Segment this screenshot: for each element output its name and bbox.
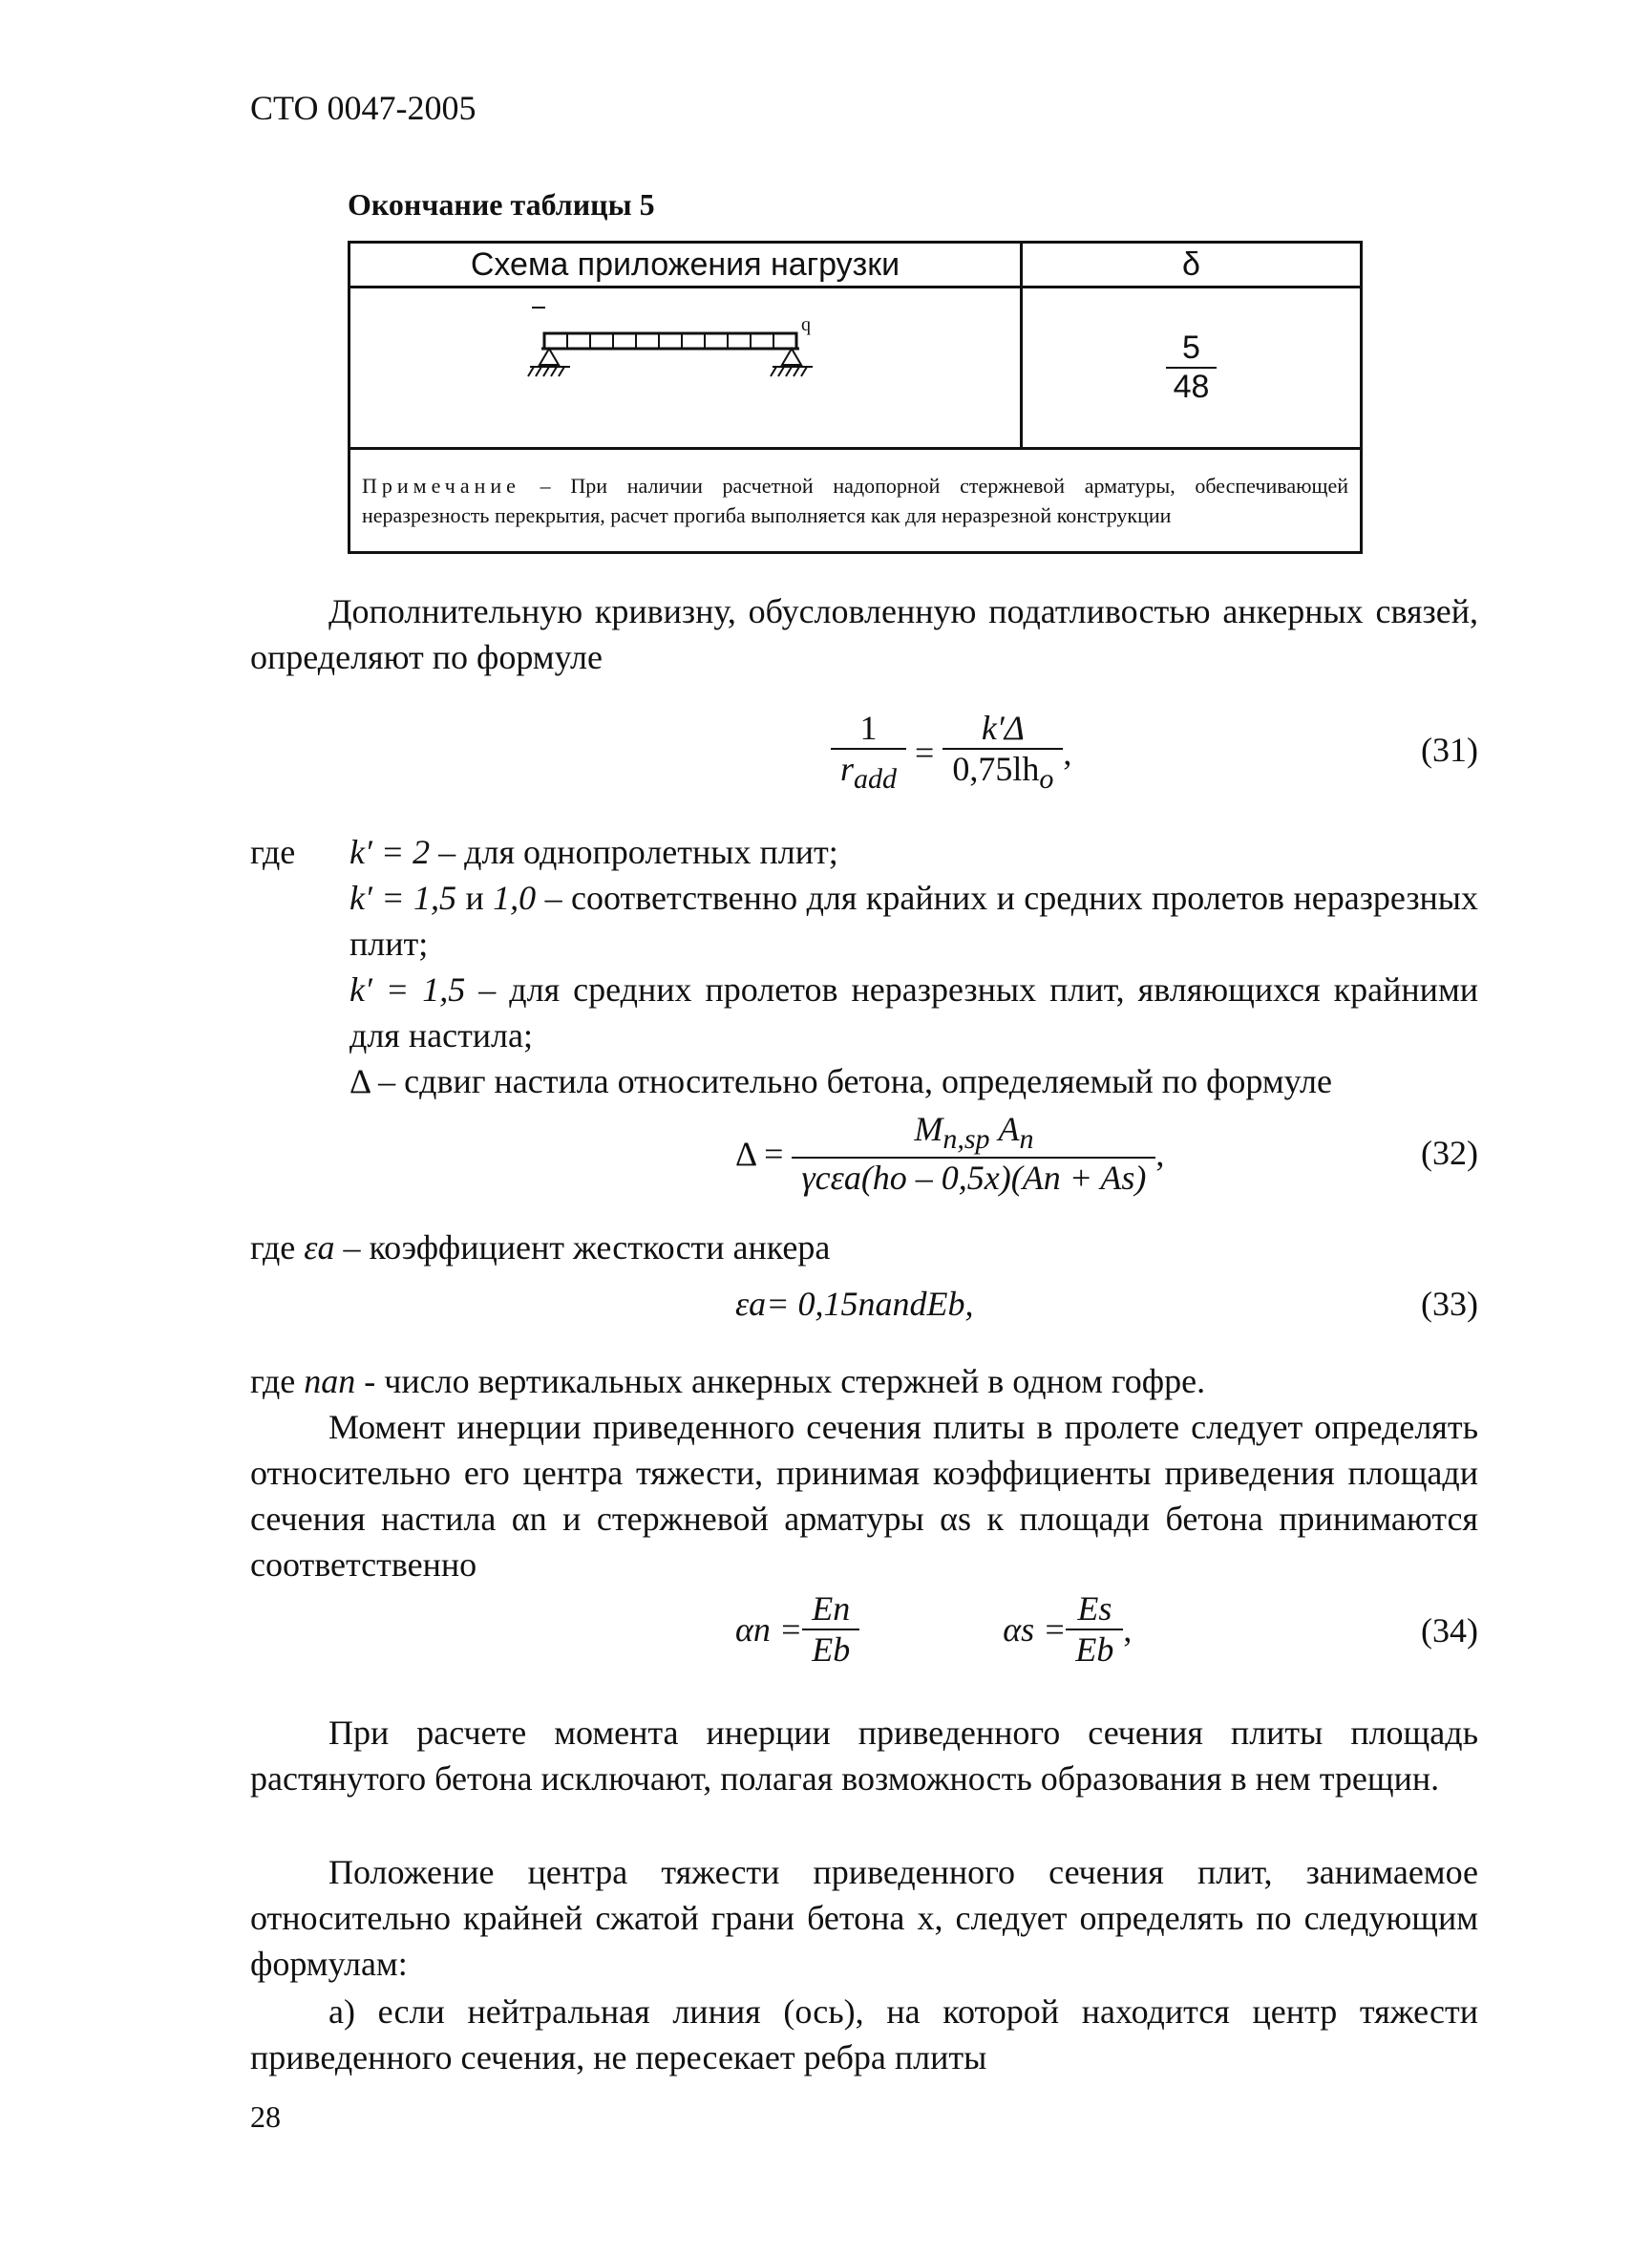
paragraph-moment-inertia: Момент инерции приведенного сечения плиты в пролете следует определять относительно его центра тяжести, принимая коэффициенты приведения площади сечения настила αn и стержневой арматуры αs к площади бетона принимаются соответственно	[250, 1408, 1478, 1584]
formula-33: εa = 0,15nandEb,	[735, 1285, 974, 1323]
page-number: 28	[250, 2099, 281, 2134]
formula-34: αn = $\frac{En}{Eb}$ αs = $\frac{Es}{Eb}$ ,	[735, 1589, 1133, 1670]
column-header-delta: δ	[1022, 243, 1362, 287]
equation-number-31: (31)	[1421, 731, 1478, 769]
equation-number-33: (33)	[1421, 1285, 1478, 1323]
nan-definition: где nan - число вертикальных анкерных стержней в одном гофре.	[250, 1362, 1206, 1400]
formula-32: Δ = $\frac{M_{n,sp} A_n}{\text{γcεa(ho – 0,5x)(An + As)}}$ ,	[735, 1110, 1165, 1197]
table-5-end	[348, 241, 1363, 554]
table-caption: Окончание таблицы 5	[348, 187, 655, 222]
load-scheme-cell	[349, 287, 1022, 449]
note-label: Примечание	[362, 474, 520, 498]
k-single-span: k′ = 2 – для однопролетных плит;	[349, 833, 838, 871]
delta-value-cell	[1022, 287, 1362, 449]
table-note	[349, 449, 1362, 553]
delta-definition: Δ – сдвиг настила относительно бетона, определяемый по формуле	[349, 1062, 1332, 1100]
note-text: – При наличии расчетной надопорной стержневой арматуры, обеспечивающей неразрезность перекрытия, расчет прогиба выполняется как для неразрезной конструкции	[362, 474, 1348, 527]
k-middle-spans: k′ = 1,5 – для средних пролетов неразрезных плит, являющихся крайними для настила;	[349, 970, 1478, 1054]
beam-load-diagram	[350, 288, 1023, 447]
load-label: q	[801, 314, 811, 335]
formula-31: $\frac{1}{r_{add}}$ = $\frac{k'\Delta}{0,75lh_o}$ ,	[831, 709, 1071, 797]
ea-definition: где εa – коэффициент жесткости анкера	[250, 1228, 831, 1267]
delta-fraction: $\frac{5}{48}$	[1166, 330, 1218, 406]
k-continuous-spans: k′ = 1,5 и 1,0 – соответственно для крайних и средних пролетов неразрезных плит;	[349, 879, 1478, 963]
paragraph-tensile-concrete: При расчете момента инерции приведенного сечения плиты площадь растянутого бетона исключают, полагая возможность образования в нем трещин.	[250, 1714, 1478, 1798]
paragraph-case-a: а) если нейтральная линия (ось), на которой находится центр тяжести приведенного сечения, не пересекает ребра плиты	[250, 1992, 1478, 2076]
equation-number-32: (32)	[1421, 1134, 1478, 1172]
column-header-scheme: Схема приложения нагрузки	[349, 243, 1022, 287]
where-label: где	[250, 833, 296, 871]
equation-number-34: (34)	[1421, 1611, 1478, 1650]
paragraph-centroid-position: Положение центра тяжести приведенного сечения плит, занимаемое относительно крайней сжатой грани бетона x, следует определять по следующим формулам:	[250, 1853, 1478, 1983]
paragraph-curvature: Дополнительную кривизну, обусловленную податливостью анкерных связей, определяют по формуле	[250, 592, 1478, 676]
document-code: СТО 0047-2005	[250, 89, 477, 127]
